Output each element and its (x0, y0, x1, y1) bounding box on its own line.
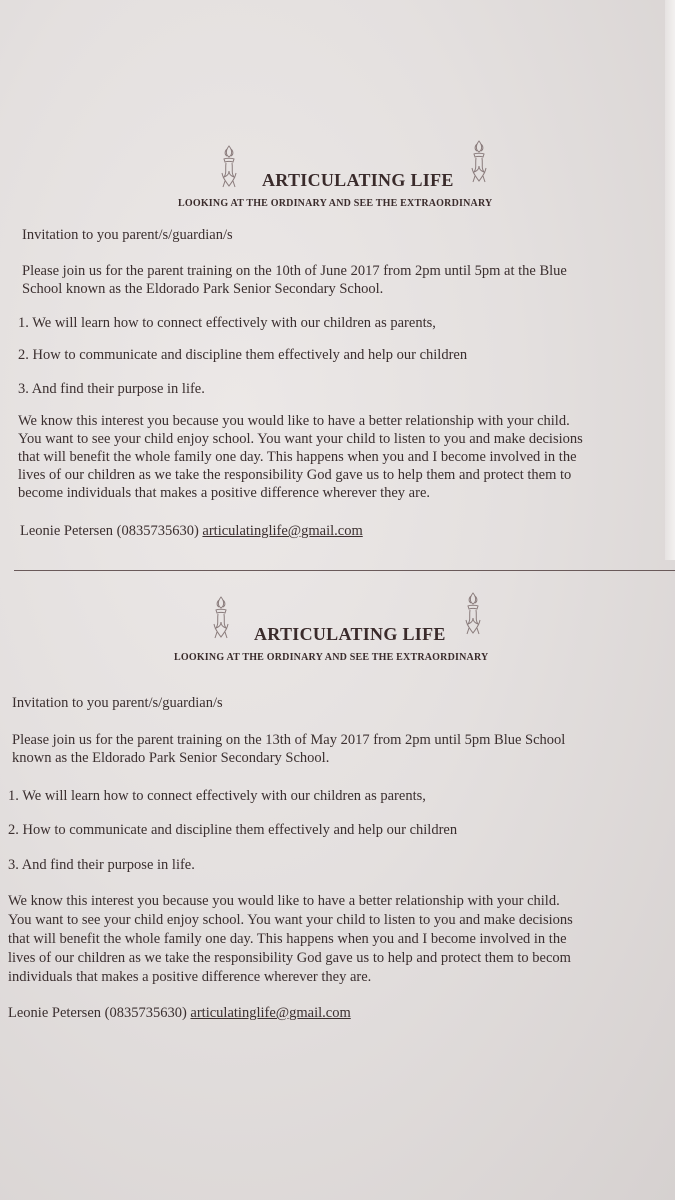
intro-line: known as the Eldorado Park Senior Secondary School. (12, 750, 330, 766)
cut-line-divider (14, 570, 675, 571)
contact-line (8, 1004, 351, 1022)
contact-email-link[interactable]: articulatinglife@gmail.com (190, 1005, 351, 1021)
body-line: We know this interest you because you would like to have a better relationship with your child. (8, 893, 560, 909)
invitation-line: Invitation to you parent/s/guardian/s (12, 695, 223, 711)
body-line: become individuals that makes a positive difference wherever they are. (18, 485, 431, 501)
contact-name: Leonie Petersen (0835735630) (8, 1005, 187, 1021)
body-line: lives of our children as we take the responsibility God gave us to help them and protect them to (18, 467, 572, 483)
flyer-subtitle: LOOKING AT THE ORDINARY AND SEE THE EXTRAORDINARY (178, 198, 493, 209)
flyer-title: ARTICULATING LIFE (254, 624, 446, 644)
body-line: You want to see your child enjoy school. You want your child to listen to you and make decisions (8, 912, 573, 928)
point-3: 3. And find their purpose in life. (8, 857, 195, 873)
intro-line: Please join us for the parent training on the 10th of June 2017 from 2pm until 5pm at the Blue (22, 263, 567, 279)
point-1: 1. We will learn how to connect effectively with our children as parents, (8, 788, 426, 804)
body-line: lives of our children as we take the responsibility God gave us to help and protect them to becom (8, 950, 571, 966)
invitation-line: Invitation to you parent/s/guardian/s (22, 227, 233, 243)
contact-line (20, 522, 363, 540)
point-2: 2. How to communicate and discipline them effectively and help our children (18, 347, 468, 363)
point-3: 3. And find their purpose in life. (18, 381, 205, 397)
page-edge (665, 0, 675, 560)
point-1: 1. We will learn how to connect effectively with our children as parents, (18, 315, 436, 331)
body-line: You want to see your child enjoy school. You want your child to listen to you and make decisions (18, 431, 583, 447)
point-2: 2. How to communicate and discipline them effectively and help our children (8, 822, 458, 838)
flame-hand-emblem-icon (460, 590, 486, 636)
contact-email-link[interactable]: articulatinglife@gmail.com (202, 523, 363, 539)
body-line: We know this interest you because you would like to have a better relationship with your child. (18, 413, 570, 429)
body-line: that will benefit the whole family one day. This happens when you and I become involved in the (18, 449, 577, 465)
flame-hand-emblem-icon (216, 143, 242, 189)
flame-hand-emblem-icon (208, 594, 234, 640)
body-line: that will benefit the whole family one day. This happens when you and I become involved in the (8, 931, 567, 947)
flyer-subtitle: LOOKING AT THE ORDINARY AND SEE THE EXTRAORDINARY (174, 652, 489, 663)
body-line: individuals that makes a positive difference wherever they are. (8, 969, 372, 985)
intro-line: School known as the Eldorado Park Senior Secondary School. (22, 281, 384, 297)
contact-name: Leonie Petersen (0835735630) (20, 523, 199, 539)
flame-hand-emblem-icon (466, 138, 492, 184)
intro-line: Please join us for the parent training on the 13th of May 2017 from 2pm until 5pm Blue School (12, 732, 566, 748)
flyer-title: ARTICULATING LIFE (262, 170, 454, 190)
